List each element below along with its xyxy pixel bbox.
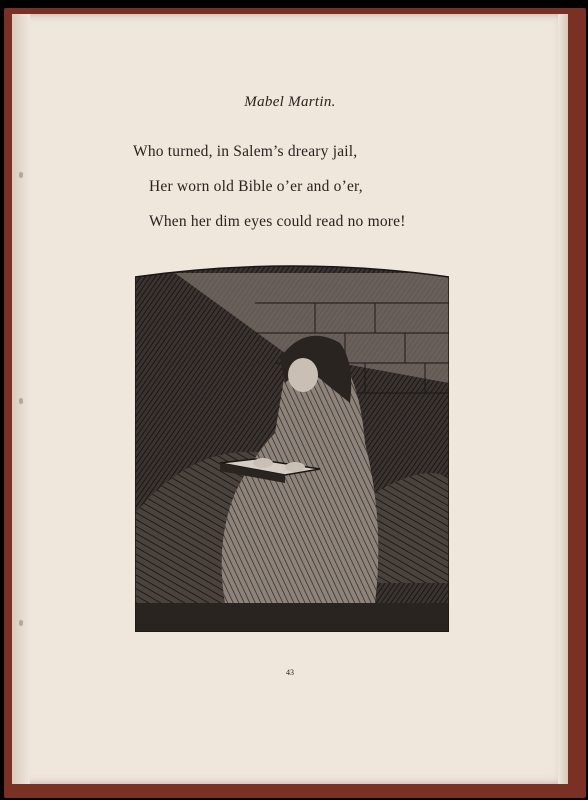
verse-line: Her worn old Bible o’er and o’er,: [149, 178, 363, 195]
binding-hole: [19, 620, 23, 626]
verse-line: When her dim eyes could read no more!: [149, 213, 406, 230]
verse-line: Who turned, in Salem’s dreary jail,: [133, 143, 358, 160]
engraving-illustration: [135, 263, 449, 632]
running-head: Mabel Martin.: [244, 94, 336, 110]
engraving-image: [135, 263, 449, 632]
binding-hole: [19, 172, 23, 178]
book-page: [12, 14, 568, 784]
page-number: 43: [286, 668, 294, 677]
binding-hole: [19, 398, 23, 404]
